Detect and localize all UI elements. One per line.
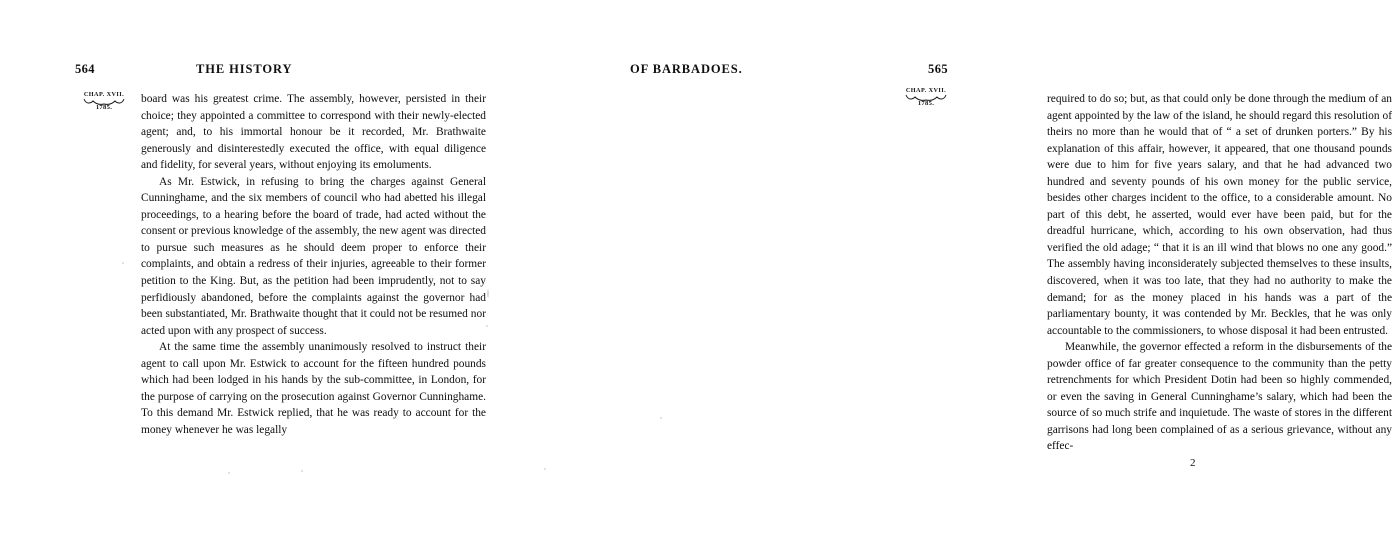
running-head-title-left: THE HISTORY: [196, 62, 293, 76]
scan-speck: [301, 470, 303, 472]
margin-chapter-label-right: CHAP. XVII.: [905, 87, 947, 94]
paragraph: Meanwhile, the governor effected a reform in the disbursements of the powder office of far greater consequence to the community than the petty retrenchments for which President Dotin had been so highly commended, or even the saving in General Cunninghame’s salary, which had been the source of so much strife and inquietude. The waste of stores in the different garrisons had long been complained of as a serious grievance, without any effec-: [1047, 341, 1392, 453]
page-left: [0, 0, 500, 555]
margin-year-label-right: 1785.: [917, 99, 935, 107]
scan-speck: [487, 289, 489, 298]
folio-number-right: 565: [928, 62, 948, 76]
scan-speck: [486, 325, 488, 327]
running-head-left: [0, 62, 500, 82]
scan-speck: [122, 262, 124, 264]
running-head-title-right: OF BARBADOES.: [630, 62, 743, 76]
scan-speck: [544, 468, 546, 470]
scan-speck: [228, 472, 230, 474]
margin-note-left: [72, 92, 136, 111]
margin-chapter-label-left: CHAP. XVII.: [83, 91, 125, 98]
body-text-right: [1047, 91, 1392, 455]
paragraph: As Mr. Estwick, in refusing to bring the charges against General Cunninghame, and the six members of council who had abetted his illegal proceedings, to a hearing before the board of trade, had acted without the consent or previous knowledge of the assembly, the new agent was directed to pursue such measures as he should deem proper to enforce their complaints, and obtain a redress of their injuries, agreeable to their former petition to the King. But, as the petition had been imprudently, not to say perfidiously abandoned, before the complaints against the governor had been substantiated, Mr. Brathwaite thought that it could not be resumed nor acted upon with any prospect of success.: [141, 175, 486, 337]
body-text-left: [141, 91, 486, 438]
page-right: [500, 0, 1392, 555]
paragraph: required to do so; but, as that could only be done through the medium of an agent appointed by the law of the island, he should regard this resolution of theirs no more than he would that of “ a set of drunken porters.” By his explanation of this affair, however, it appeared, that one thousand pounds were due to him for five years salary, and that he had advanced two hundred and seventy pounds of his own money for the public service, besides other charges incident to the office, to a considerable amount. No part of this debt, he asserted, would ever have been paid, but for the dreadful hurricane, which, according to his own observation, had thus verified the old adage; “ that it is an ill wind that blows no one any good.” The assembly having inconsiderately subjected themselves to these insults, discovered, when it was too late, that they had no authority to make the demand; for as the money placed in his hands was a part of the parliamentary bounty, it was contended by Mr. Beckles, that he was only accountable to the commissioners, to whose disposal it had been entrusted.: [1047, 93, 1392, 337]
folio-number-left: 564: [75, 62, 95, 76]
paragraph: board was his greatest crime. The assembly, however, persisted in their choice; they appointed a committee to correspond with their newly-elected agent; and, to his immortal honour be it recorded, Mr. Brathwaite generously and disinterestedly executed the office, with equal diligence and fidelity, for several years, without enjoying its emoluments.: [141, 93, 486, 172]
paragraph: At the same time the assembly unanimously resolved to instruct their agent to call upon Mr. Estwick to account for the fifteen hundred pounds which had been lodged in his hands by the sub-committee, in London, for the purpose of carrying on the prosecution against Governor Cunninghame. To this demand Mr. Estwick replied, that he was ready to account for the money whenever he was legally: [141, 341, 486, 436]
scan-speck: [660, 417, 662, 419]
margin-note-right: [894, 88, 958, 107]
margin-year-label-left: 1785.: [95, 103, 113, 111]
running-head-right: [500, 62, 980, 82]
signature-mark: 2: [1190, 457, 1196, 469]
